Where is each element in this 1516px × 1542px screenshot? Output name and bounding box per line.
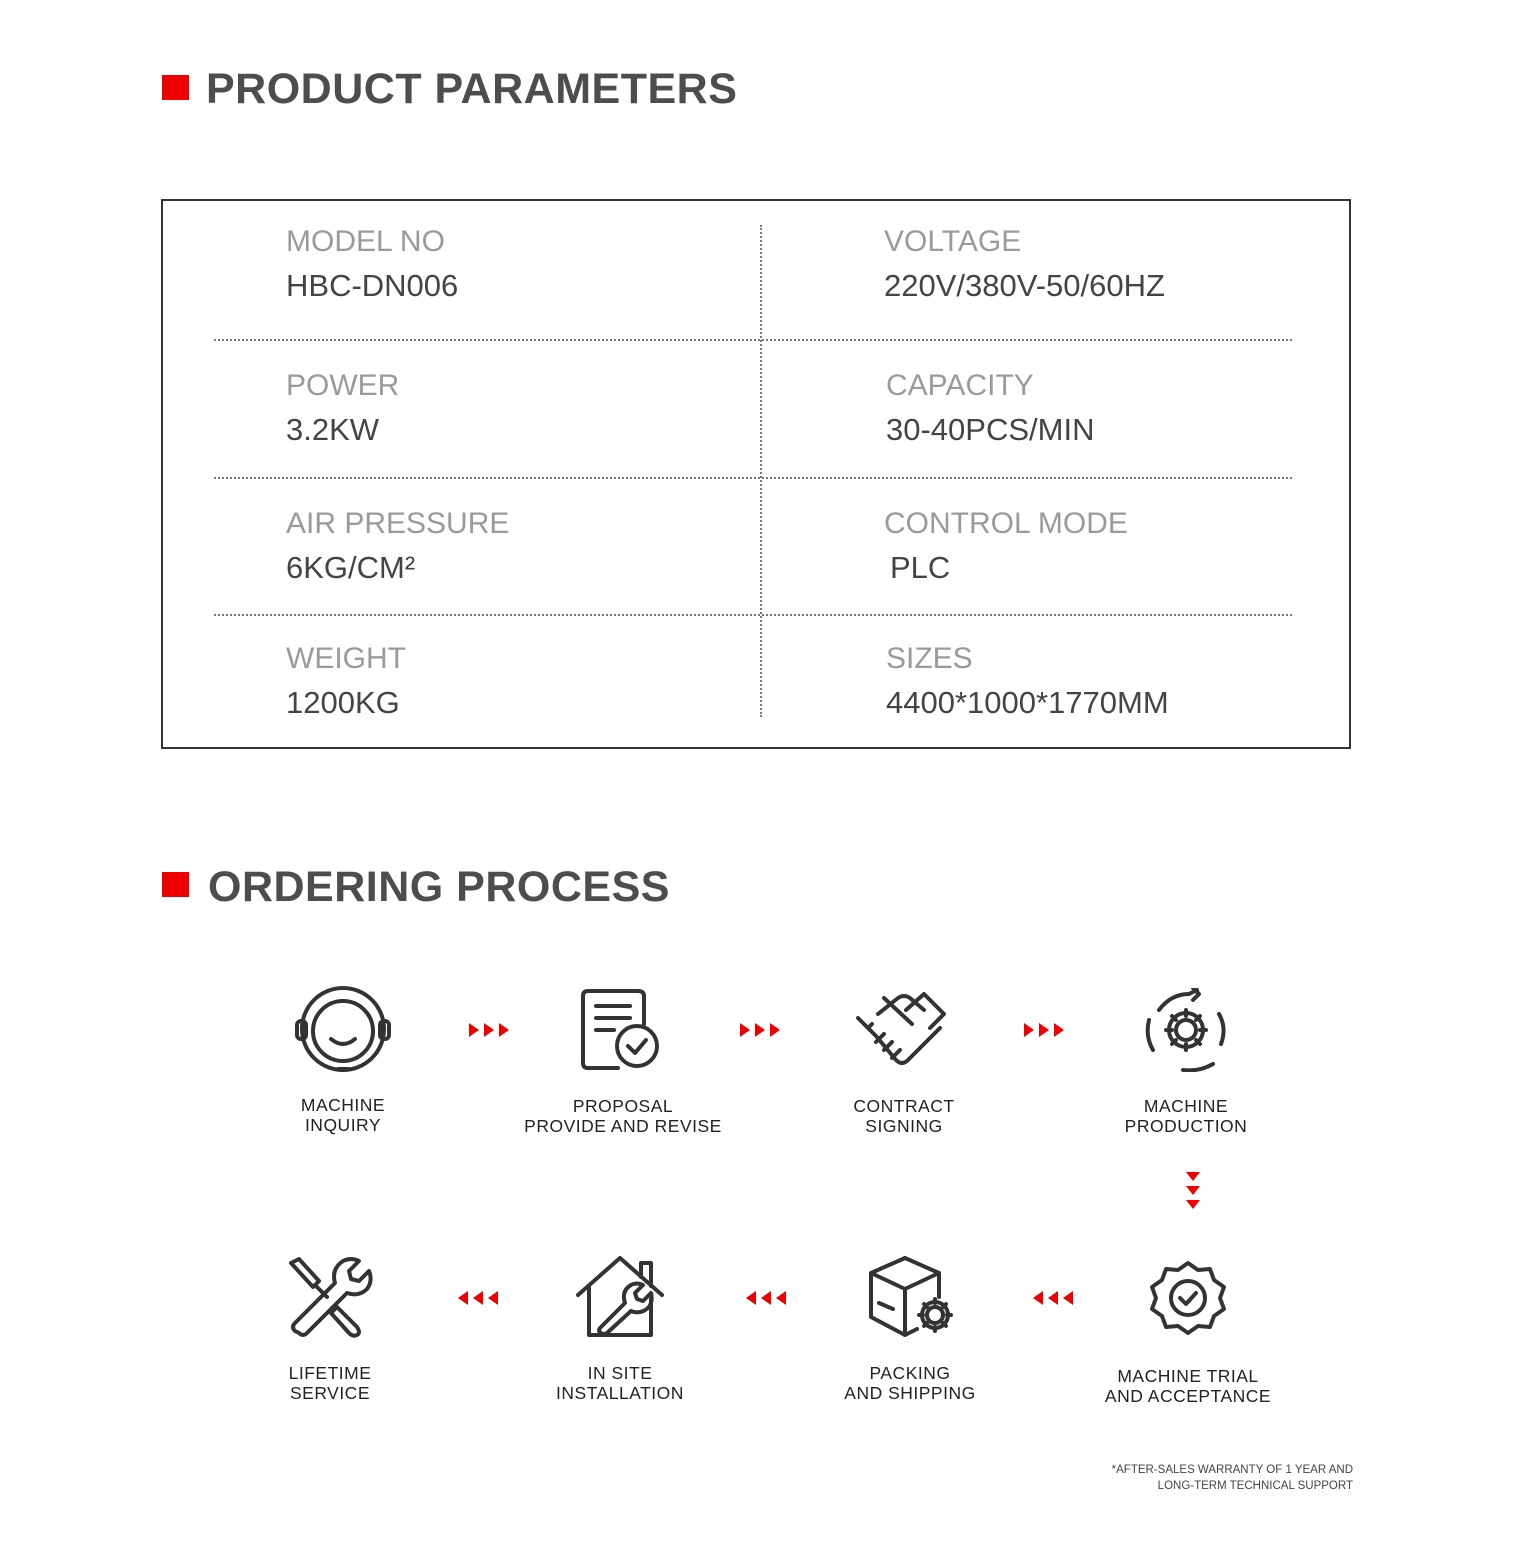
step-caption (523, 1096, 723, 1136)
section-marker (162, 872, 189, 897)
warranty-note (1112, 1462, 1353, 1494)
warranty-note-line: LONG-TERM TECHNICAL SUPPORT (1157, 1480, 1353, 1492)
section-title-process: ORDERING PROCESS (208, 863, 670, 911)
param-value: 3.2KW (286, 412, 380, 447)
step-caption-line: SIGNING (865, 1116, 943, 1136)
gear-cycle-icon (1141, 988, 1231, 1072)
arrow-left-icon (1033, 1291, 1075, 1305)
step-caption-line: MACHINE (300, 1095, 386, 1115)
process-step-trial (1088, 1260, 1288, 1406)
step-caption-line: MACHINE (1143, 1096, 1229, 1116)
arrow-left-icon (746, 1291, 788, 1305)
warranty-note-line: *AFTER-SALES WARRANTY OF 1 YEAR AND (1111, 1464, 1353, 1476)
section-title-parameters: PRODUCT PARAMETERS (206, 65, 738, 113)
step-caption-line: PRODUCTION (1124, 1116, 1248, 1136)
tools-icon (285, 1255, 375, 1339)
box-gear-icon (865, 1255, 955, 1339)
step-caption-line: IN SITE (587, 1363, 653, 1383)
step-caption (810, 1363, 1010, 1403)
param-label: POWER (286, 369, 400, 402)
arrow-right-icon (1024, 1023, 1066, 1037)
handshake-icon (854, 988, 954, 1072)
step-caption-line: INQUIRY (304, 1115, 382, 1135)
param-value: 4400*1000*1770MM (886, 685, 1169, 720)
param-value: 220V/380V-50/60HZ (884, 268, 1165, 303)
step-caption-line: PACKING (869, 1363, 951, 1383)
step-caption (1088, 1366, 1288, 1406)
param-voltage (884, 227, 1165, 301)
step-caption-line: PROPOSAL (572, 1096, 674, 1116)
process-step-production (1086, 988, 1286, 1136)
step-caption (804, 1096, 1004, 1136)
house-wrench-icon (575, 1255, 665, 1339)
step-caption-line: MACHINE TRIAL (1117, 1366, 1259, 1386)
param-weight (286, 644, 406, 718)
step-caption-line: CONTRACT (853, 1096, 955, 1116)
process-step-contract (804, 988, 1004, 1136)
param-control-mode (884, 509, 1128, 583)
param-label: VOLTAGE (884, 225, 1022, 258)
step-caption-line: AND SHIPPING (844, 1383, 976, 1403)
badge-check-icon (1148, 1260, 1228, 1336)
step-caption (1086, 1096, 1286, 1136)
step-caption (243, 1095, 443, 1135)
param-label: MODEL NO (286, 225, 445, 258)
step-caption-line: AND ACCEPTANCE (1104, 1386, 1272, 1406)
param-sizes (886, 644, 1169, 718)
param-power (286, 371, 399, 445)
headset-icon (293, 985, 393, 1075)
process-step-proposal (523, 988, 723, 1136)
param-label: AIR PRESSURE (286, 507, 510, 540)
row-divider (214, 477, 1292, 479)
param-value: 30-40PCS/MIN (886, 412, 1095, 447)
section-marker (162, 75, 189, 100)
arrow-left-icon (458, 1291, 500, 1305)
param-value: HBC-DN006 (286, 268, 459, 303)
step-caption-line: PROVIDE AND REVISE (524, 1116, 722, 1136)
param-label: CAPACITY (886, 369, 1034, 402)
param-label: SIZES (886, 642, 973, 675)
row-divider (214, 614, 1292, 616)
row-divider (214, 339, 1292, 341)
param-value: 1200KG (286, 685, 400, 720)
document-check-icon (578, 988, 668, 1072)
column-divider (760, 225, 762, 717)
param-label: WEIGHT (286, 642, 406, 675)
process-step-installation (520, 1255, 720, 1403)
param-value: PLC (890, 550, 951, 585)
step-caption-line: SERVICE (289, 1383, 370, 1403)
param-model-no (286, 227, 458, 301)
arrow-down-icon (1186, 1172, 1200, 1212)
parameters-table (161, 199, 1351, 749)
process-step-packing (810, 1255, 1010, 1403)
step-caption-line: LIFETIME (288, 1363, 372, 1383)
step-caption (230, 1363, 430, 1403)
process-step-inquiry (243, 985, 443, 1135)
step-caption-line: INSTALLATION (556, 1383, 684, 1403)
process-step-service (230, 1255, 430, 1403)
param-capacity (886, 371, 1094, 445)
step-caption (520, 1363, 720, 1403)
param-value: 6KG/CM² (286, 550, 416, 585)
arrow-right-icon (740, 1023, 782, 1037)
arrow-right-icon (469, 1023, 511, 1037)
param-label: CONTROL MODE (884, 507, 1128, 540)
param-air-pressure (286, 509, 509, 583)
